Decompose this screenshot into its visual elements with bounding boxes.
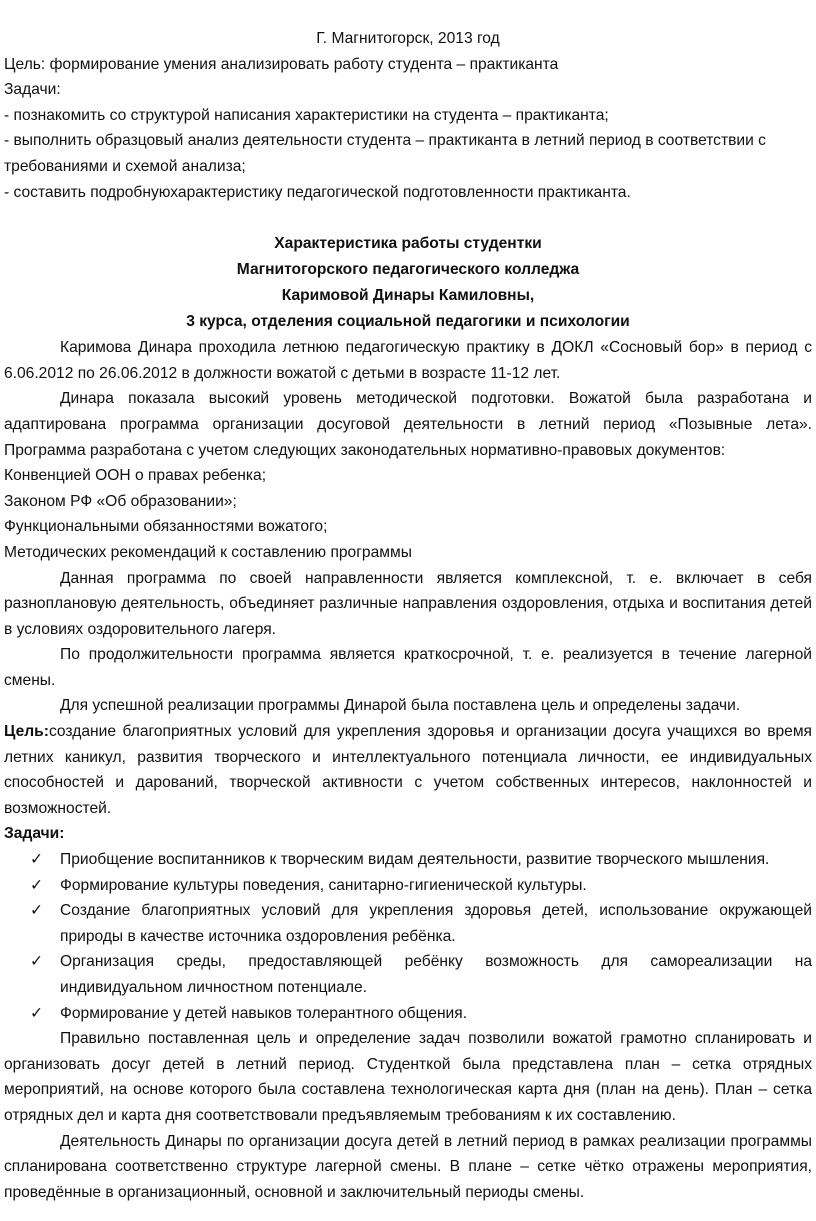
header-task-3: - составить подробнуюхарактеристику педагогической подготовленности практиканта. [4, 183, 631, 201]
paragraph-duration: По продолжительности программа является краткосрочной, т. е. реализуется в течение лагерной смены. [4, 646, 812, 689]
task-text: Формирование у детей навыков толерантного общения. [60, 1004, 468, 1022]
paragraph-activity: Деятельность Динары по организации досуга детей в летний период в рамках реализации программы спланирована соответственно структуре лагерной смены. В плане – сетке чётко отражены мероприятия, проведённые в организационный, основной и заключительный периоды смены. [4, 1132, 812, 1201]
checkmark-icon: ✓ [30, 876, 44, 894]
doc-item-2: Законом РФ «Об образовании»; [4, 492, 237, 510]
title-line-4: 3 курса, отделения социальной педагогики и психологии [186, 313, 630, 331]
checkmark-icon: ✓ [30, 953, 44, 971]
goal-paragraph [4, 719, 816, 821]
list-item [4, 847, 816, 873]
tasks-label: Задачи: [4, 825, 65, 843]
task-text: Формирование культуры поведения, санитарно-гигиенической культуры. [60, 876, 587, 894]
tasks-checklist [4, 847, 816, 1026]
doc-item-1: Конвенцией ООН о правах ребенка; [4, 467, 267, 485]
list-item [4, 949, 816, 1000]
title-line-1: Характеристика работы студентки [274, 235, 542, 253]
paragraph-complex: Данная программа по своей направленности является комплексной, т. е. включает в себя разноплановую деятельность, объединяет различные направления оздоровления, отдыха и воспитания детей в условиях оздоровительного лагеря. [4, 569, 812, 638]
list-item [4, 873, 816, 899]
goal-text: создание благоприятных условий для укрепления здоровья и организации досуга учащихся во время летних каникул, развития творческого и интеллектуального потенциала личности, ее индивидуальных способностей и дарований, творческой активности с учетом собственных интересов, наклонностей и возможностей. [4, 723, 812, 817]
document-title [4, 231, 816, 335]
paragraph-practice-info: Каримова Динара проходила летнюю педагогическую практику в ДОКЛ «Сосновый бор» в период с 6.06.2012 по 26.06.2012 в должности вожатой с детьми в возрасте 11-12 лет. [4, 339, 812, 382]
doc-item-4: Методических рекомендаций к составлению программы [4, 543, 412, 561]
checkmark-icon: ✓ [30, 902, 44, 920]
paragraph-planning: Правильно поставленная цель и определение задач позволили вожатой грамотно спланировать и организовать досуг детей в летний период. Студенткой была представлена план – сетка отрядных мероприятий, на основе которого была составлена технологическая карта дня (план на день). План – сетка отрядных дел и карта дня соответствовали предъявляемым требованиям к их составлению. [4, 1030, 812, 1124]
checkmark-icon: ✓ [30, 851, 44, 869]
paragraph-goal-intro: Для успешной реализации программы Динарой была поставлена цель и определены задачи. [60, 697, 741, 715]
checkmark-icon: ✓ [30, 1004, 44, 1022]
task-text: Создание благоприятных условий для укрепления здоровья детей, использование окружающей природы в качестве источника оздоровления ребёнка. [60, 902, 812, 945]
task-text: Приобщение воспитанников к творческим видам деятельности, развитие творческого мышления. [60, 851, 770, 869]
task-text: Организация среды, предоставляющей ребёнку возможность для самореализации на индивидуальном личностном потенциале. [60, 953, 812, 996]
header-task-2: - выполнить образцовый анализ деятельности студента – практиканта в летний период в соответствии с требованиями и схемой анализа; [4, 132, 766, 175]
goal-label: Цель: [4, 723, 49, 741]
title-line-3: Каримовой Динары Камиловны, [281, 287, 535, 305]
doc-item-3: Функциональными обязанностями вожатого; [4, 518, 328, 536]
city-year: Г. Магнитогорск, 2013 год [316, 30, 500, 47]
header-task-1: - познакомить со структурой написания характеристики на студента – практиканта; [4, 106, 609, 124]
list-item [4, 1001, 816, 1027]
list-item [4, 898, 816, 949]
paragraph-methodical: Динара показала высокий уровень методической подготовки. Вожатой была разработана и адаптирована программа организации досуговой деятельности в летний период «Позывные лета». Программа разработана с учетом следующих законодательных нормативно-правовых документов: [4, 390, 812, 459]
header-tasks-label: Задачи: [4, 81, 61, 99]
title-line-2: Магнитогорского педагогического колледжа [236, 261, 580, 279]
header-goal: Цель: формирование умения анализировать работу студента – практиканта [4, 55, 559, 73]
